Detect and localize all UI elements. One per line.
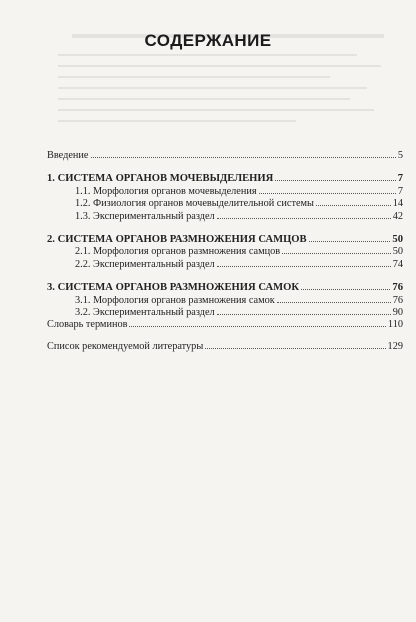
toc-chapter-3[interactable] bbox=[47, 282, 403, 294]
toc-entry-label: 1.2. Физиология органов мочевыделительной системы bbox=[75, 198, 314, 210]
leader-dots bbox=[205, 348, 385, 349]
toc-entry-label: 1.1. Морфология органов мочевыделения bbox=[75, 185, 257, 197]
toc-chapter-page: 7 bbox=[397, 173, 403, 185]
toc-entry-page: 7 bbox=[397, 185, 403, 197]
toc-chapter-label: 1. СИСТЕМА ОРГАНОВ МОЧЕВЫДЕЛЕНИЯ bbox=[47, 173, 274, 185]
reverse-side-show-through bbox=[58, 34, 398, 154]
toc-subentry-3-1[interactable] bbox=[47, 295, 403, 307]
leader-dots bbox=[129, 326, 385, 327]
toc-chapter-page: 76 bbox=[392, 282, 403, 294]
toc-entry-label: Словарь терминов bbox=[47, 319, 128, 331]
leader-dots bbox=[301, 289, 390, 290]
toc-entry-page: 14 bbox=[392, 198, 403, 210]
leader-dots bbox=[217, 266, 391, 267]
toc-chapter-label: 2. СИСТЕМА ОРГАНОВ РАЗМНОЖЕНИЯ САМЦОВ bbox=[47, 234, 307, 246]
toc-entry-label: 3.2. Экспериментальный раздел bbox=[75, 307, 215, 319]
toc-chapter-1[interactable] bbox=[47, 173, 403, 185]
toc-chapter-2[interactable] bbox=[47, 234, 403, 246]
toc-entry-page: 74 bbox=[392, 258, 403, 270]
leader-dots bbox=[91, 157, 396, 158]
leader-dots bbox=[275, 180, 395, 181]
table-of-contents bbox=[47, 150, 403, 353]
toc-subentry-3-2[interactable] bbox=[47, 307, 403, 319]
leader-dots bbox=[217, 218, 391, 219]
leader-dots bbox=[217, 314, 391, 315]
toc-entry-glossary[interactable] bbox=[47, 319, 403, 331]
toc-entry-label: 2.1. Морфология органов размножения самцов bbox=[75, 246, 281, 258]
toc-entry-label: Введение bbox=[47, 150, 89, 161]
toc-entry-page: 129 bbox=[387, 340, 403, 352]
toc-entry-page: 5 bbox=[397, 150, 403, 161]
toc-subentry-1-1[interactable] bbox=[47, 186, 403, 198]
toc-entry-page: 90 bbox=[392, 307, 403, 319]
toc-entry-page: 50 bbox=[392, 246, 403, 258]
toc-entry-label: 1.3. Экспериментальный раздел bbox=[75, 210, 215, 222]
toc-subentry-1-3[interactable] bbox=[47, 211, 403, 223]
toc-entry-references[interactable] bbox=[47, 341, 403, 353]
leader-dots bbox=[316, 205, 391, 206]
toc-subentry-2-2[interactable] bbox=[47, 259, 403, 271]
toc-entry-label: 3.1. Морфология органов размножения самок bbox=[75, 294, 275, 306]
toc-entry-label: 2.2. Экспериментальный раздел bbox=[75, 258, 215, 270]
toc-entry-page: 76 bbox=[392, 294, 403, 306]
page-title: СОДЕРЖАНИЕ bbox=[144, 31, 272, 50]
toc-entry-intro[interactable] bbox=[47, 150, 403, 162]
leader-dots bbox=[309, 241, 391, 242]
toc-subentry-2-1[interactable] bbox=[47, 246, 403, 258]
toc-entry-label: Список рекомендуемой литературы bbox=[47, 340, 204, 352]
leader-dots bbox=[277, 302, 391, 303]
toc-chapter-label: 3. СИСТЕМА ОРГАНОВ РАЗМНОЖЕНИЯ САМОК bbox=[47, 282, 300, 294]
toc-entry-page: 42 bbox=[392, 210, 403, 222]
toc-chapter-page: 50 bbox=[392, 234, 403, 246]
leader-dots bbox=[259, 193, 396, 194]
toc-subentry-1-2[interactable] bbox=[47, 198, 403, 210]
leader-dots bbox=[282, 253, 391, 254]
toc-entry-page: 110 bbox=[387, 319, 403, 331]
